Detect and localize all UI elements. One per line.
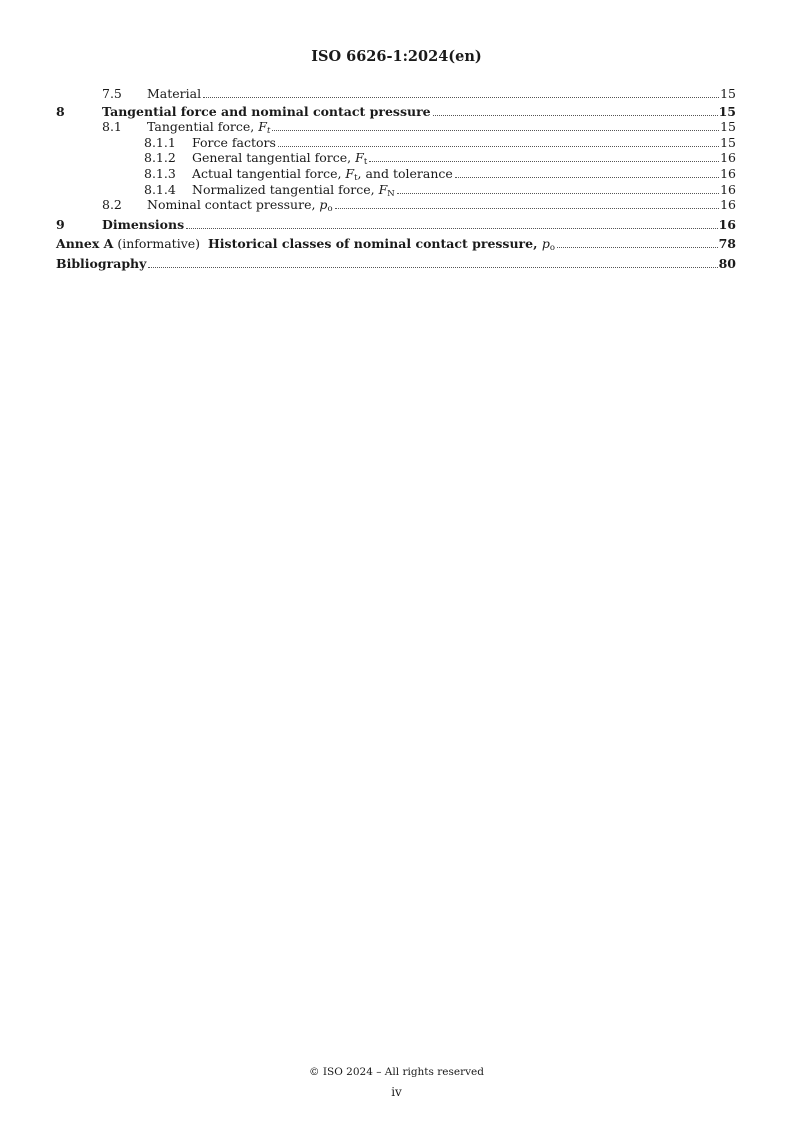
leader-dots: [455, 177, 719, 178]
toc-entry-8-1-1[interactable]: [56, 135, 736, 151]
toc-entry-8-1-4[interactable]: [56, 182, 736, 198]
toc-number: 8.1.3: [144, 165, 176, 181]
leader-dots: [557, 247, 718, 248]
toc-title: Force factors: [192, 134, 276, 150]
toc-entry-8[interactable]: [56, 104, 736, 120]
toc-title-text: General tangential force,: [192, 150, 356, 166]
toc-subscript: t: [266, 126, 271, 137]
page-numeral: iv: [391, 1085, 402, 1099]
toc-title: Dimensions: [102, 216, 185, 232]
toc-page: 15: [720, 86, 736, 101]
toc-entry-bibliography[interactable]: [56, 256, 736, 272]
toc-page: 16: [720, 181, 736, 197]
copyright-notice: © ISO 2024 – All rights reserved: [309, 1066, 484, 1078]
document-id: ISO 6626-1:2024(en): [311, 48, 482, 65]
leader-dots: [397, 193, 719, 194]
toc-title-text: Nominal contact pressure,: [147, 197, 320, 213]
toc-title-text: Actual tangential force,: [192, 165, 346, 181]
toc-subscript: t: [363, 157, 368, 168]
toc-title-suffix: , and tolerance: [357, 165, 453, 181]
toc-page: 15: [718, 103, 736, 119]
toc-entry-7-5[interactable]: [56, 86, 736, 102]
toc-subscript: N: [387, 188, 395, 199]
toc-variable: F: [378, 181, 388, 197]
toc-title: Tangential force and nominal contact pressure: [102, 103, 431, 119]
toc-number: 9: [56, 216, 65, 232]
leader-dots: [278, 146, 719, 147]
toc-variable: p: [541, 236, 550, 252]
toc-entry-8-1-3[interactable]: [56, 166, 736, 182]
toc-title: [192, 166, 453, 182]
toc-page: 80: [718, 255, 736, 271]
toc-page: 16: [720, 165, 736, 181]
toc-page: 78: [718, 236, 736, 252]
toc-number: 8.2: [102, 197, 122, 213]
leader-dots: [272, 130, 719, 131]
toc-entry-9[interactable]: [56, 217, 736, 233]
toc-entry-8-1-2[interactable]: [56, 150, 736, 166]
document-header: [0, 48, 793, 65]
leader-dots: [148, 267, 717, 268]
toc-number: 8.1.1: [144, 134, 176, 150]
toc-page: 15: [720, 134, 736, 150]
toc-entry-8-2[interactable]: [56, 197, 736, 213]
toc-number: 8.1: [102, 119, 122, 135]
toc-title-text: Normalized tangential force,: [192, 181, 379, 197]
leader-dots: [186, 228, 717, 229]
toc-entry-annex-a[interactable]: [56, 236, 736, 252]
toc-title-text: Historical classes of nominal contact pressure,: [207, 236, 542, 252]
toc-title: [192, 182, 395, 198]
leader-dots: [203, 97, 719, 98]
toc-number: 7.5: [102, 86, 122, 101]
annex-label: Annex A: [56, 236, 114, 252]
toc-title: [56, 236, 555, 252]
leader-dots: [433, 115, 718, 116]
toc-title: [192, 150, 367, 166]
toc-number: 8.1.2: [144, 150, 176, 166]
toc-subscript: t: [354, 172, 358, 183]
toc-variable: p: [319, 197, 328, 213]
toc-variable: F: [258, 119, 267, 135]
toc-variable: F: [345, 165, 355, 181]
toc-title: [147, 119, 270, 135]
toc-title: [147, 197, 333, 213]
toc-title: Bibliography: [56, 255, 147, 271]
toc-page: 15: [720, 119, 736, 135]
toc-variable: F: [355, 150, 364, 166]
toc-number: 8.1.4: [144, 181, 176, 197]
toc-subscript: o: [549, 243, 555, 254]
toc-page: 16: [718, 216, 736, 232]
toc-entry-8-1[interactable]: [56, 119, 736, 135]
leader-dots: [369, 161, 719, 162]
toc-title: Material: [147, 86, 202, 101]
leader-dots: [335, 208, 720, 209]
toc-title-text: Tangential force,: [147, 119, 259, 135]
toc-page: 16: [720, 197, 736, 213]
table-of-contents: [56, 86, 736, 272]
toc-page: 16: [720, 150, 736, 166]
annex-qualifier: (informative): [113, 236, 208, 252]
toc-subscript: o: [327, 204, 333, 215]
toc-number: 8: [56, 103, 65, 119]
